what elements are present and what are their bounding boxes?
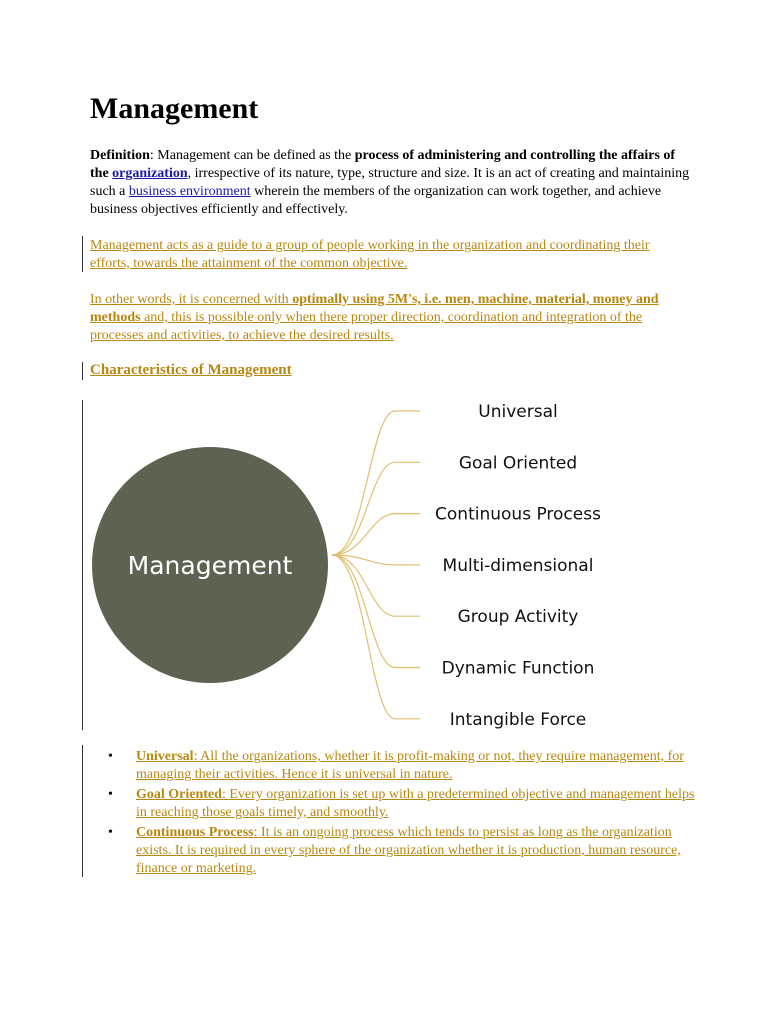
branch-label: Intangible Force — [449, 709, 587, 730]
definition-text-2: , irrespective of its nature, type, structure and size. It is an act of creating and maintaining such a — [90, 166, 690, 199]
definition-paragraph — [90, 147, 690, 219]
list-margin-bar — [82, 745, 83, 877]
characteristics-list — [90, 748, 696, 880]
branch-connector — [332, 555, 420, 565]
paragraph-margin-bar — [82, 236, 83, 272]
branch-label: Multi-dimensional — [442, 555, 594, 576]
list-item-term: Continuous Process — [136, 825, 254, 840]
list-item-text: : All the organizations, whether it is profit-making or not, they require management, for managing their activities. Hence it is universal in nature. — [136, 749, 684, 782]
definition-bold-text: process of administering and controlling the affairs of the — [90, 148, 676, 181]
circle-label: Management — [127, 551, 293, 580]
branch-connector — [332, 555, 420, 668]
definition-text-3: wherein the members of the organization can work together, and achieve business objectives efficiently and effectively. — [90, 184, 662, 217]
definition-text-1: : Management can be defined as the — [149, 148, 355, 163]
branch-connector — [332, 555, 420, 719]
five-m-text-1: In other words, it is concerned with — [90, 292, 293, 307]
heading-margin-bar — [82, 362, 83, 380]
list-item-term: Goal Oriented — [136, 787, 222, 802]
definition-label: Definition — [90, 148, 150, 163]
guide-paragraph: Management acts as a guide to a group of people working in the organization and coordinating their efforts, towards the attainment of the common objective. — [90, 238, 650, 271]
branch-label: Universal — [478, 402, 558, 422]
page-title: Management — [90, 92, 259, 125]
organization-link[interactable]: organization — [112, 166, 188, 181]
branch-label: Group Activity — [457, 607, 579, 628]
list-item-term: Universal — [136, 749, 194, 764]
list-item-text: : It is an ongoing process which tends to persist as long as the organization exists. It is required in every sphere of the organization whether it is production, human resource, finance or marketing. — [136, 825, 681, 876]
five-m-text-2: and, this is possible only when there proper direction, coordination and integration of the processes and activities, to achieve the desired results. — [90, 310, 643, 343]
characteristics-heading: Characteristics of Management — [90, 362, 292, 378]
five-m-paragraph — [90, 291, 690, 345]
list-item-text: : Every organization is set up with a predetermined objective and management helps in reaching those goals timely, and smoothly. — [136, 787, 695, 820]
list-item — [136, 786, 696, 822]
business-environment-link[interactable]: business environment — [128, 184, 251, 199]
branch-label: Dynamic Function — [441, 658, 595, 679]
management-diagram — [80, 395, 640, 735]
branch-label: Goal Oriented — [458, 453, 578, 474]
list-item — [136, 824, 696, 878]
branch-label: Continuous Process — [435, 504, 601, 525]
branch-connector — [332, 462, 420, 555]
list-item — [136, 748, 696, 784]
five-m-bold: optimally using 5M's, i.e. men, machine, material, money and methods — [90, 292, 659, 325]
